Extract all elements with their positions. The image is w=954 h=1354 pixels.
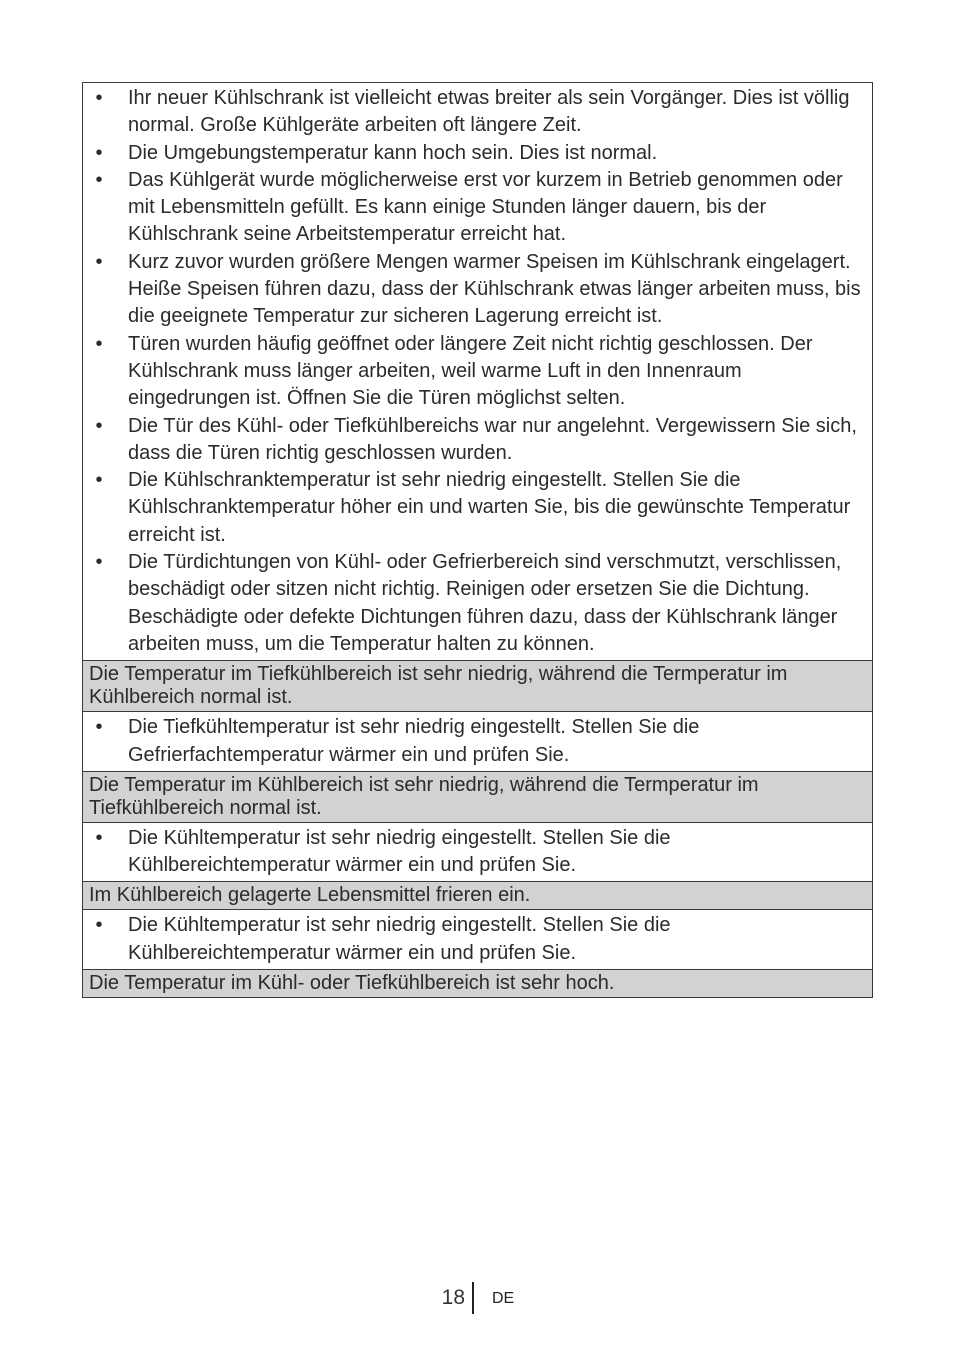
list-item	[89, 85, 866, 140]
problem-heading: Die Temperatur im Tiefkühlbereich ist sehr niedrig, während die Termperatur im Kühlbereich normal ist.	[83, 661, 873, 712]
list-item-text: Die Umgebungstemperatur kann hoch sein. Dies ist normal.	[128, 141, 658, 164]
list-item-text: Das Kühlgerät wurde möglicherweise erst vor kurzem in Betrieb genommen oder mit Lebensmitteln gefüllt. Es kann einige Stunden länger dauern, bis der Kühlschrank seine Arbeitstemperatur erreicht hat.	[128, 168, 843, 246]
problem-heading: Im Kühlbereich gelagerte Lebensmittel frieren ein.	[83, 882, 873, 910]
problem-heading-row	[83, 882, 873, 910]
bullet-icon: •	[95, 914, 103, 937]
language-code: DE	[492, 1290, 515, 1307]
bullet-icon: •	[95, 469, 103, 492]
bullet-icon: •	[95, 332, 103, 355]
list-item-text: Die Tiefkühltemperatur ist sehr niedrig eingestellt. Stellen Sie die Gefrierfachtemperatur wärmer ein und prüfen Sie.	[128, 716, 700, 766]
bullet-list	[89, 714, 866, 769]
solution-cell	[83, 83, 873, 661]
bullet-list	[89, 825, 866, 880]
bullet-icon: •	[95, 551, 103, 574]
solution-cell	[83, 910, 873, 970]
solution-row	[83, 712, 873, 772]
list-item	[89, 825, 866, 880]
solution-row	[83, 822, 873, 882]
list-item-text: Kurz zuvor wurden größere Mengen warmer Speisen im Kühlschrank eingelagert. Heiße Speisen führen dazu, dass der Kühlschrank etwas länger arbeiten muss, bis die geeignete Temperatur zur sicheren Lagerung erreicht ist.	[128, 250, 861, 328]
page-number: 18	[441, 1286, 465, 1309]
solution-row	[83, 83, 873, 661]
problem-heading-row	[83, 970, 873, 998]
list-item	[89, 549, 866, 658]
list-item	[89, 413, 866, 468]
list-item-text: Die Tür des Kühl- oder Tiefkühlbereichs war nur angelehnt. Vergewissern Sie sich, dass die Türen richtig geschlossen wurden.	[128, 414, 857, 464]
list-item-text: Die Kühlschranktemperatur ist sehr niedrig eingestellt. Stellen Sie die Kühlschranktemperatur höher ein und warten Sie, bis die gewünschte Temperatur erreicht ist.	[128, 469, 851, 546]
bullet-icon: •	[95, 414, 103, 437]
bullet-icon: •	[95, 168, 103, 191]
bullet-icon: •	[95, 141, 103, 164]
list-item-text: Die Kühltemperatur ist sehr niedrig eingestellt. Stellen Sie die Kühlbereichtemperatur wärmer ein und prüfen Sie.	[128, 914, 671, 964]
list-item	[89, 714, 866, 769]
list-item-text: Ihr neuer Kühlschrank ist vielleicht etwas breiter als sein Vorgänger. Dies ist völlig normal. Große Kühlgeräte arbeiten oft längere Zeit.	[128, 87, 850, 137]
solution-row	[83, 910, 873, 970]
list-item	[89, 467, 866, 549]
footer-divider	[472, 1282, 474, 1314]
troubleshooting-table-body	[83, 83, 873, 998]
problem-heading: Die Temperatur im Kühl- oder Tiefkühlbereich ist sehr hoch.	[83, 970, 873, 998]
page-footer	[0, 1282, 954, 1316]
list-item	[89, 331, 866, 413]
bullet-icon: •	[95, 826, 103, 849]
list-item	[89, 912, 866, 967]
list-item-text: Die Kühltemperatur ist sehr niedrig eingestellt. Stellen Sie die Kühlbereichtemperatur wärmer ein und prüfen Sie.	[128, 826, 671, 877]
solution-cell	[83, 822, 873, 882]
bullet-list	[89, 85, 866, 658]
list-item-text: Türen wurden häufig geöffnet oder längere Zeit nicht richtig geschlossen. Der Kühlschrank muss länger arbeiten, weil warme Luft in den Innenraum eingedrungen ist. Öffnen Sie die Türen möglichst selten.	[128, 332, 813, 410]
bullet-list	[89, 912, 866, 967]
problem-heading-row	[83, 771, 873, 822]
solution-cell	[83, 712, 873, 772]
problem-heading: Die Temperatur im Kühlbereich ist sehr niedrig, während die Termperatur im Tiefkühlbereich normal ist.	[83, 771, 873, 822]
list-item	[89, 167, 866, 249]
troubleshooting-table	[82, 82, 873, 998]
bullet-icon: •	[95, 250, 103, 273]
bullet-icon: •	[95, 716, 103, 739]
list-item	[89, 140, 866, 167]
problem-heading-row	[83, 661, 873, 712]
bullet-icon: •	[95, 87, 103, 109]
list-item	[89, 249, 866, 331]
list-item-text: Die Türdichtungen von Kühl- oder Gefrierbereich sind verschmutzt, verschlissen, beschädigt oder sitzen nicht richtig. Reinigen oder ersetzen Sie die Dichtung. Beschädigte oder defekte Dichtungen führen dazu, dass der Kühlschrank länger arbeiten muss, um die Temperatur halten zu können.	[128, 551, 842, 655]
